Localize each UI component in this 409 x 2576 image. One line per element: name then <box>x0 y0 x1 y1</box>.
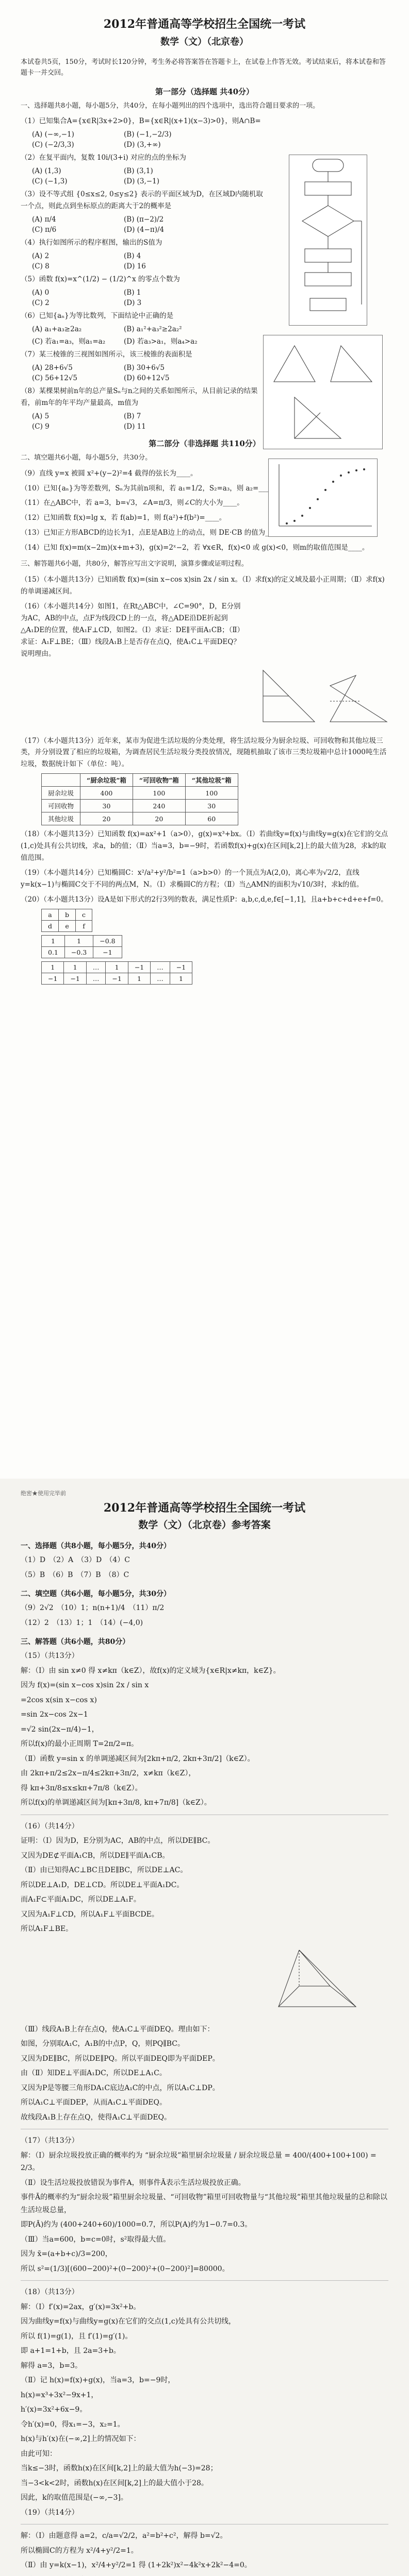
solution-line: 如图，分别取A₁C，A₁B的中点P，Q，则PQ∥BC。 <box>21 2040 185 2048</box>
question-1 <box>21 115 263 149</box>
table-cell: −0.3 <box>64 946 93 958</box>
table-cell: 240 <box>133 800 185 812</box>
table-cell: 20 <box>133 812 185 825</box>
solution-line: 得 kπ+3π/8≤x≤kπ+7π/8（k∈Z）。 <box>21 1784 142 1792</box>
option: (A) (1,3) <box>32 167 61 176</box>
table-cell: 1 <box>170 973 192 984</box>
table-cell: 1 <box>42 935 65 946</box>
table-row <box>42 920 92 931</box>
option: (C) 9 <box>32 422 50 431</box>
mc-answers-line: （5）B （6）B （7）B （8）C <box>21 1570 129 1579</box>
question-8 <box>21 385 263 431</box>
option: (B) 4 <box>124 252 141 261</box>
solution-line: （Ⅱ）由 y=k(x−1)，x²/4+y²/2=1 得 (1+2k²)x²−4k²x+2k²−4=0。 <box>21 2561 252 2569</box>
solution-line: 又因为DE∥BC，所以DE∥PQ。所以平面DEQ即为平面DEP。 <box>21 2054 220 2063</box>
solution-line: 又因为P是等腰三角形DA₁C底边A₁C的中点，所以A₁C⊥DP。 <box>21 2083 220 2092</box>
option-list <box>32 325 263 346</box>
option-list <box>32 364 263 382</box>
solution-line: 当−3<k<2时，函数h(x)在区间[k,2]上的最大值小于28。 <box>21 2479 208 2487</box>
table-row <box>42 935 122 946</box>
solution-line: 又因为DE⊄平面A₁CB，所以DE∥平面A₁CB。 <box>21 1851 170 1860</box>
option-list <box>32 130 263 149</box>
solution-line: 解：（Ⅰ）f′(x)=2ax，g′(x)=3x²+b。 <box>21 2302 141 2311</box>
essay-answers-head: 三、解答题（共6小题，共80分） <box>21 1638 130 1646</box>
table-cell: d <box>42 920 59 931</box>
question-6 <box>21 310 263 346</box>
option: (A) 28+6√5 <box>32 363 73 372</box>
option: (C) π/6 <box>32 226 57 234</box>
table-cell: −1 <box>170 961 192 973</box>
solution-line: 所以A₁C⊥平面DEP，从而A₁C⊥平面DEQ。 <box>21 2098 167 2107</box>
solution-line: （Ⅱ）记 h(x)=f(x)+g(x)，当a=3，b=−9时， <box>21 2376 175 2384</box>
solution-line: 解：（Ⅰ）厨余垃圾投放正确的概率约为 “厨余垃圾”箱里厨余垃圾量 / 厨余垃圾总量 = 400/(400+100+100) = 2/3。 <box>21 2151 377 2172</box>
fill-question: （12）已知函数 f(x)=lg x，若 f(ab)=1，则 f(a²)+f(b²)=____。 <box>21 514 226 522</box>
solution-line: =sin 2x−cos 2x−1 <box>21 1710 88 1719</box>
table-cell: 30 <box>185 800 238 812</box>
option-list <box>32 215 263 234</box>
solution-line: （19）（共14分） <box>21 2508 79 2517</box>
question-stem: （2）在复平面内，复数 10i/(3+i) 对应的点的坐标为 <box>21 154 186 162</box>
table-cell: 30 <box>80 800 133 812</box>
table-cell: 1 <box>64 935 93 946</box>
essay-list <box>21 574 388 985</box>
table-cell: … <box>151 961 170 973</box>
table-cell: … <box>86 973 106 984</box>
fill-question: （10）已知{aₙ}为等差数列，Sₙ为其前n项和，若 a₁=1/2，S₂=a₃，则 a₂=____，Sₙ=____。 <box>21 484 314 493</box>
option: (A) 5 <box>32 412 50 420</box>
exam-title: 2012年普通高等学校招生全国统一考试 <box>103 18 306 31</box>
table-row <box>42 961 192 973</box>
solution-line: 所以f(x)的最小正周期 T=2π/2=π。 <box>21 1740 139 1748</box>
multiple-choice-list <box>21 115 263 430</box>
question-stem: （5）函数 f(x)=x^(1/2) − (1/2)^x 的零点个数为 <box>21 275 180 284</box>
solution-line: 因为曲线y=f(x)与曲线y=g(x)在它们的交点(1,c)处具有公共切线， <box>21 2317 236 2326</box>
table-header-row <box>42 774 238 787</box>
table-cell: 1 <box>42 961 64 973</box>
solution-line: =√2 sin(2x−π/4)−1， <box>21 1725 99 1734</box>
solution-line: 所以椭圆C的方程为 x²/4+y²/2=1。 <box>21 2546 138 2555</box>
option: (C) 56+12√5 <box>32 374 78 382</box>
pyramid-figure <box>268 1940 371 2017</box>
table-cell: 60 <box>185 812 238 825</box>
option: (D) 3 <box>124 299 142 308</box>
fill-question: （9）直线 y=x 被圆 x²+(y−2)²=4 截得的弦长为____。 <box>21 469 198 478</box>
solution-line: 证明：（Ⅰ）因为D，E分别为AC，AB的中点，所以DE∥BC。 <box>21 1837 215 1845</box>
question-7 <box>21 349 263 382</box>
option: (D) (4−π)/4 <box>124 226 165 234</box>
table-row <box>42 812 238 825</box>
confidential-stamp: 绝密★使用完毕前 <box>21 1490 66 1497</box>
solution-line: （Ⅲ）线段A₁B上存在点Q，使A₁C⊥平面DEQ。理由如下： <box>21 2025 215 2033</box>
solution-line: h(x)=x³+3x²−9x+1， <box>21 2391 99 2399</box>
table-cell: 其他垃圾 <box>42 812 80 825</box>
table-cell: 可回收物 <box>42 800 80 812</box>
solution-line: （Ⅱ）由已知得AC⊥BC且DE∥BC，所以DE⊥AC。 <box>21 1866 188 1874</box>
table-20c <box>41 961 192 985</box>
table-cell: b <box>59 909 76 920</box>
option: (C) (−1,3) <box>32 177 68 186</box>
fill-question: （13）已知正方形ABCD的边长为1，点E是AB边上的动点，则 DE·CB 的值为____，DE·DC 的最大值为____。 <box>21 529 368 537</box>
table-cell: −1 <box>128 961 150 973</box>
mc-answers-head: 一、选择题（共8小题，每小题5分，共40分） <box>21 1542 171 1550</box>
solution-line: 由（Ⅱ）知DE⊥平面A₁DC，所以DE⊥A₁C。 <box>21 2069 167 2077</box>
option: (B) (−1,−2/3) <box>124 130 172 139</box>
question-stem: （6）已知{aₙ}为等比数列，下面结论中正确的是 <box>21 312 174 320</box>
table-cell: 厨余垃圾 <box>42 787 80 800</box>
solution-line: （Ⅱ）设生活垃圾投放错误为事件A，则事件Ā表示生活垃圾投放正确。 <box>21 2178 246 2187</box>
exam-subtitle: 数学（文）（北京卷） <box>160 37 249 47</box>
table-header <box>42 774 80 787</box>
solution-line: 解：（Ⅰ）由题意得 a=2，c/a=√2/2，a²=b²+c²，解得 b=√2。 <box>21 2532 227 2540</box>
question-5 <box>21 274 263 307</box>
option: (B) (3,1) <box>124 167 153 176</box>
option: (D) 11 <box>124 422 146 431</box>
fill-answers-line: （12）2 （13）1；1 （14）(−4,0) <box>21 1618 143 1627</box>
option: (B) a₁²+a₃²≥2a₂² <box>124 325 182 333</box>
solution-line: 即 a+1=1+b，且 2a=3+b。 <box>21 2347 121 2355</box>
solution-line: 而A₁F⊂平面A₁DC，所以DE⊥A₁F。 <box>21 1895 141 1904</box>
essay-question-18: （18）（本小题共13分）已知函数 f(x)=ax²+1（a>0），g(x)=x³+bx。（Ⅰ）若曲线y=f(x)与曲线y=g(x)在它们的交点(1,c)处具有公共切线，求a，b的值；（Ⅱ）当a=3，b=−9时，若函数f(x)+g(x)在区间[k,2]上的最大值为28，求k的取值范围。 <box>21 830 388 862</box>
table-cell: 100 <box>133 787 185 800</box>
fill-question: （11）在△ABC中，若 a=3，b=√3，∠A=π/3，则∠C的大小为____。 <box>21 499 244 507</box>
option: (A) 0 <box>32 289 50 297</box>
option: (A) a₁+a₃≥2a₂ <box>32 325 82 333</box>
fill-answers-line: （9）2√2 （10）1；n(n+1)/4 （11）π/2 <box>21 1604 165 1612</box>
solution-line: （15）（共13分） <box>21 1652 79 1660</box>
table-cell: 400 <box>80 787 133 800</box>
solution-line: （16）（共14分） <box>21 1822 79 1831</box>
option-list <box>32 412 263 431</box>
yield-scatter-figure <box>268 459 378 537</box>
option: (A) (−∞,−1) <box>32 130 74 139</box>
solution-line: 所以A₁F⊥BE。 <box>21 1925 73 1933</box>
solution-line: 解：（Ⅰ）由 sin x≠0 得 x≠kπ（k∈Z），故f(x)的定义域为{x∈R|x≠kπ，k∈Z}。 <box>21 1666 281 1675</box>
solution-line: （17）（共13分） <box>21 2137 79 2145</box>
option: (B) 7 <box>124 412 141 420</box>
table-cell: c <box>76 909 92 920</box>
table-cell: −1 <box>64 973 86 984</box>
solution-line: （Ⅱ）函数 y=sin x 的单调递减区间为[2kπ+π/2, 2kπ+3π/2]（k∈Z）。 <box>21 1754 255 1763</box>
answer-key <box>0 1479 409 2576</box>
fill-question: （14）已知 f(x)=m(x−2m)(x+m+3)，g(x)=2ˣ−2，若 ∀x∈R，f(x)<0 或 g(x)<0，则m的取值范围是____。 <box>21 544 369 552</box>
answer-title: 2012年普通高等学校招生全国统一考试 <box>103 1501 306 1515</box>
question-stem: （1）已知集合A={x∈R|3x+2>0}，B={x∈R|(x+1)(x−3)>0}，则A∩B= <box>21 117 261 126</box>
solution-line: 所以f(x)的单调递减区间为[kπ+3π/8, kπ+7π/8]（k∈Z）。 <box>21 1799 211 1807</box>
essay-question-20: （20）（本小题共13分）设A是如下形式的2行3列的数表，满足性质P：a,b,c,d,e,f∈[−1,1]，且a+b+c+d+e+f=0。 <box>21 895 388 904</box>
table-cell: −1 <box>42 973 64 984</box>
essay-question-15: （15）（本小题共13分）已知函数 f(x)=(sin x−cos x)sin 2x / sin x。（Ⅰ）求f(x)的定义域及最小正周期；（Ⅱ）求f(x)的单调递减区间。 <box>21 575 385 596</box>
table-row <box>42 800 238 812</box>
table-cell: −1 <box>106 973 128 984</box>
table-20a <box>41 909 92 932</box>
table-row <box>42 973 192 984</box>
table-cell: 1 <box>106 961 128 973</box>
solution-line: =2cos x(sin x−cos x) <box>21 1696 97 1704</box>
option: (D) 60+12√5 <box>124 374 170 382</box>
solution-line: 由 2kπ+π/2≤2x−π/4≤2kπ+3π/2，x≠kπ（k∈Z）， <box>21 1769 196 1777</box>
part2-instructions: 二、填空题共6小题，每小题5分，共30分。 <box>21 453 152 462</box>
question-stem: （7）某三棱锥的三视图如图所示，该三棱锥的表面积是 <box>21 350 192 359</box>
option: (C) 8 <box>32 262 50 271</box>
part2-title: 第二部分（非选择题 共110分） <box>149 438 260 448</box>
solution-line: （Ⅲ）当a=600，b=c=0时，s²取得最大值。 <box>21 2235 171 2244</box>
solution-line: 当k≤−3时，函数h(x)在区间[k,2]上的最大值为h(−3)=28； <box>21 2464 218 2472</box>
option: (B) 30+6√5 <box>124 363 165 372</box>
question-stem: （8）某棵果树前n年的总产量Sₙ与n之间的关系如图所示，从目前记录的结果看，前m年的年平均产量最高，m值为 <box>21 386 258 407</box>
option-list <box>32 252 263 270</box>
table-header: “其他垃圾”箱 <box>185 774 238 787</box>
question-4 <box>21 237 263 270</box>
fill-answers-head: 二、填空题（共6小题，每小题5分，共30分） <box>21 1590 171 1598</box>
option: (C) (−2/3,3) <box>32 141 74 149</box>
table-cell: 100 <box>185 787 238 800</box>
table-row <box>42 946 122 958</box>
table-cell: −0.8 <box>93 935 122 946</box>
table-cell: 1 <box>64 961 86 973</box>
solution-line: 因为 x̄=(a+b+c)/3=200， <box>21 2250 112 2258</box>
solution-line: （18）（共13分） <box>21 2288 79 2296</box>
fold-figure <box>258 665 392 727</box>
three-view-figure <box>263 335 383 449</box>
option: (A) π/4 <box>32 215 56 224</box>
solution-line: 所以 f(1)=g(1)，且 f′(1)=g′(1)。 <box>21 2332 133 2341</box>
table-cell: … <box>86 961 106 973</box>
solution-line: 由此可知： <box>21 2449 57 2458</box>
option: (D) 若a₃>a₁，则a₄>a₂ <box>124 337 198 346</box>
part1-title: 第一部分（选择题 共40分） <box>155 87 254 96</box>
solution-line: h(x)与h′(x)在(−∞,2]上的情况如下： <box>21 2435 141 2443</box>
essay-question-19: （19）（本小题共14分）已知椭圆C：x²/a²+y²/b²=1（a>b>0）的一个顶点为A(2,0)，离心率为√2/2，直线y=k(x−1)与椭圆C交于不同的两点M，N。（Ⅰ）求椭圆C的方程；（Ⅱ）当△AMN的面积为√10/3时，求k的值。 <box>21 869 364 889</box>
option: (D) (3,−1) <box>124 177 159 186</box>
part3-instructions: 三、解答题共6小题，共80分，解答应写出文字说明，演算步骤或证明过程。 <box>21 560 248 568</box>
essay-question-16: （16）（本小题共14分）如图1，在Rt△ABC中，∠C=90°，D，E分别为AC，AB的中点，点F为线段CD上的一点，将△ADE沿DE折起到△A₁DE的位置，使A₁F⊥CD，如图2。（Ⅰ）求证：DE∥平面A₁CB；（Ⅱ）求证：A₁F⊥BE；（Ⅲ）线段A₁B上是否存在点Q，使A₁C⊥平面DEQ？说明理由。 <box>21 602 241 658</box>
exam-instructions: 本试卷共5页，150分，考试时长120分钟，考生务必将答案答在答题卡上，在试卷上作答无效。考试结束后，将本试卷和答题卡一并交回。 <box>21 58 386 77</box>
question-3 <box>21 189 263 234</box>
answer-subtitle: 数学（文）（北京卷）参考答案 <box>138 1519 271 1531</box>
question-2 <box>21 152 263 185</box>
table-header: “厨余垃圾”箱 <box>80 774 133 787</box>
solution-line: h′(x)=3x²+6x−9。 <box>21 2405 87 2414</box>
solution-line: 即P(Ā)约为 (400+240+60)/1000=0.7，所以P(A)约为1−0.7=0.3。 <box>21 2221 252 2229</box>
question-stem: （4）执行如图所示的程序框图，输出的S值为 <box>21 239 162 247</box>
table-cell: 0.1 <box>42 946 65 958</box>
solution-line: 因为 f(x)=(sin x−cos x)sin 2x / sin x <box>21 1681 149 1689</box>
option: (D) (3,+∞) <box>124 141 161 149</box>
mc-answers-line: （1）D （2）A （3）D （4）C <box>21 1556 130 1564</box>
solution-line: 令h′(x)=0，得x₁=−3，x₂=1。 <box>21 2420 125 2429</box>
solution-line: 解得 a=3，b=3。 <box>21 2361 83 2370</box>
table-row <box>42 909 92 920</box>
solution-line: 所以 s²=(1/3)[(600−200)²+(0−200)²+(0−200)²]=80000。 <box>21 2264 230 2273</box>
solution-line <box>21 2574 388 2576</box>
solution-line: 因此，k的取值范围是(−∞,−3]。 <box>21 2494 128 2502</box>
table-cell: e <box>59 920 76 931</box>
option: (D) 16 <box>124 262 146 271</box>
solution-line: 又因为A₁F⊥CD，所以A₁F⊥平面BCDE。 <box>21 1910 159 1919</box>
divider <box>21 2280 388 2281</box>
option: (B) (π−2)/2 <box>124 215 164 224</box>
question-stem: （3）设不等式组 {0≤x≤2, 0≤y≤2} 表示的平面区域为D，在区域D内随机取一个点，则此点到坐标原点的距离大于2的概率是 <box>21 190 263 211</box>
table-cell: 1 <box>128 973 150 984</box>
table-header: “可回收物”箱 <box>133 774 185 787</box>
garbage-table <box>41 773 238 825</box>
table-row <box>42 787 238 800</box>
option: (A) 2 <box>32 252 50 261</box>
option-list <box>32 167 263 185</box>
table-cell: f <box>76 920 92 931</box>
essay-question-17: （17）（本小题共13分）近年来，某市为促进生活垃圾的分类处理，将生活垃圾分为厨余垃圾、可回收物和其他垃圾三类，并分别设置了相应的垃圾箱，为调查居民生活垃圾分类投放情况，现随机抽取了该市三类垃圾箱中总计1000吨生活垃圾，数据统计如下（单位：吨）。 <box>21 736 387 769</box>
flowchart-figure <box>289 155 367 326</box>
solution-line: 所以DE⊥A₁D，DE⊥CD。所以DE⊥平面A₁DC。 <box>21 1880 184 1889</box>
option-list <box>32 289 263 307</box>
option: (C) 2 <box>32 299 50 308</box>
table-cell: … <box>151 973 170 984</box>
solution-line: 故线段A₁B上存在点Q，使得A₁C⊥平面DEQ。 <box>21 2113 172 2122</box>
table-cell: 20 <box>80 812 133 825</box>
option: (B) 1 <box>124 289 141 297</box>
solution-line: 事件Ā的概率约为“厨余垃圾”箱里厨余垃圾量、“可回收物”箱里可回收物量与“其他垃圾”箱里其他垃圾量的总和除以生活垃圾总量， <box>21 2193 388 2214</box>
part1-instructions: 一、选择题共8小题，每小题5分，共40分，在每小题列出的四个选项中，选出符合题目要求的一项。 <box>21 101 320 110</box>
option: (C) 若a₁=a₃，则a₁=a₂ <box>32 337 106 346</box>
table-cell: a <box>42 909 59 920</box>
solution-list <box>21 1650 388 2576</box>
table-20b <box>41 935 122 958</box>
table-cell: −1 <box>93 946 122 958</box>
